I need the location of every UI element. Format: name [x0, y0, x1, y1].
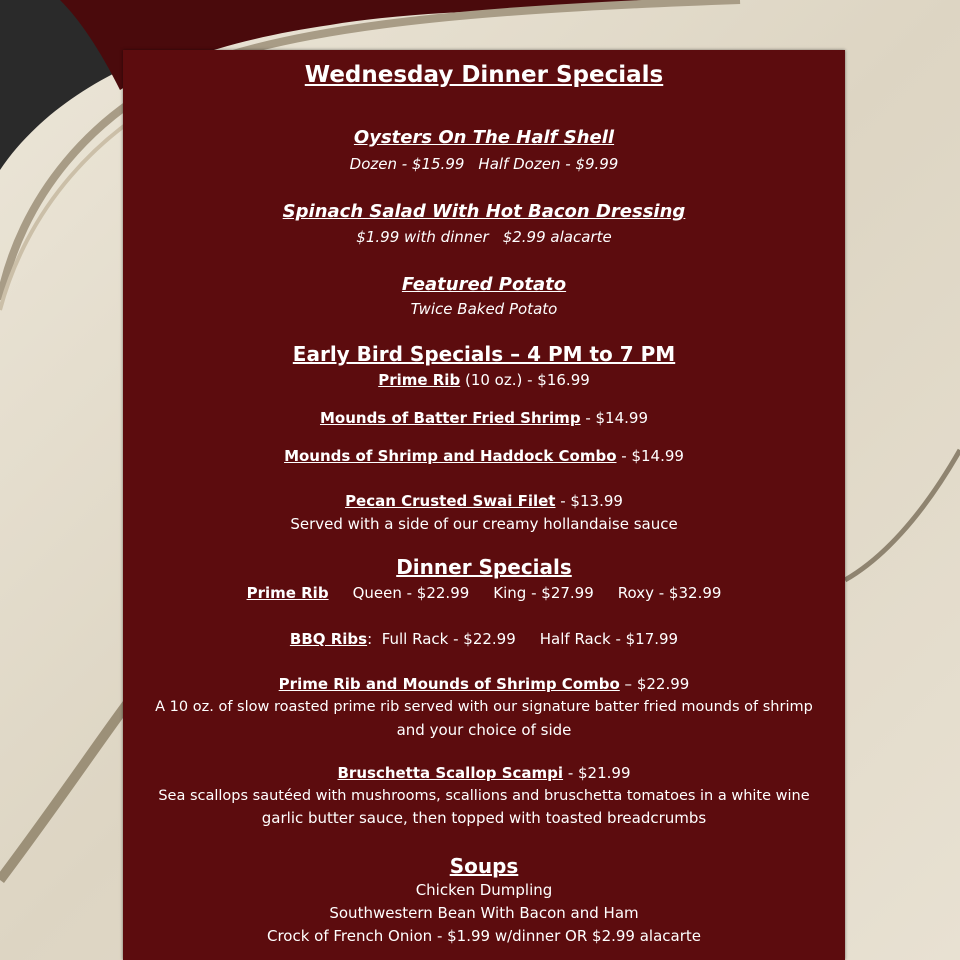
- potato-desc: Twice Baked Potato: [410, 300, 558, 318]
- dinner-combo-price: – $22.99: [619, 675, 690, 693]
- potato-heading: Featured Potato: [401, 274, 567, 295]
- oysters-heading: Oysters On The Half Shell: [353, 127, 615, 148]
- soups-heading: Soups: [449, 854, 519, 878]
- early-swai-desc: Served with a side of our creamy hollandaise sauce: [290, 515, 678, 533]
- dinner-bbq-colon: :: [367, 630, 382, 648]
- dinner-scampi-name: Bruschetta Scallop Scampi: [337, 764, 564, 782]
- dinner-king: King - $27.99: [493, 584, 594, 602]
- dinner-combo-desc-2: and your choice of side: [396, 721, 572, 739]
- dinner-full-rack: Full Rack - $22.99: [381, 630, 516, 648]
- early-shrimp-price: - $14.99: [580, 409, 648, 427]
- dinner-half-rack: Half Rack - $17.99: [539, 630, 679, 648]
- dinner-prime-rib-name: Prime Rib: [246, 584, 329, 602]
- salad-with-dinner: $1.99 with dinner: [356, 228, 489, 246]
- soup-item: Chicken Dumpling: [415, 881, 553, 899]
- dinner-roxy: Roxy - $32.99: [617, 584, 722, 602]
- oysters-dozen: Dozen - $15.99: [349, 155, 465, 173]
- early-prime-rib-detail: (10 oz.) - $16.99: [460, 371, 590, 389]
- dinner-combo-desc-1: A 10 oz. of slow roasted prime rib served with our signature batter fried mounds of shrimp: [155, 699, 813, 715]
- early-bird-heading: Early Bird Specials – 4 PM to 7 PM: [292, 342, 676, 366]
- early-combo-name: Mounds of Shrimp and Haddock Combo: [284, 447, 617, 465]
- menu-panel: [123, 50, 845, 960]
- dinner-heading: Dinner Specials: [396, 555, 572, 579]
- dinner-combo-name: Prime Rib and Mounds of Shrimp Combo: [278, 675, 620, 693]
- dinner-scampi: [123, 763, 845, 783]
- early-swai: [123, 491, 845, 511]
- early-shrimp-name: Mounds of Batter Fried Shrimp: [319, 409, 581, 427]
- dinner-queen: Queen - $22.99: [352, 584, 470, 602]
- early-swai-price: - $13.99: [555, 492, 623, 510]
- early-swai-name: Pecan Crusted Swai Filet: [345, 492, 556, 510]
- dinner-scampi-desc-2: garlic butter sauce, then topped with toasted breadcrumbs: [261, 809, 707, 827]
- dinner-bbq-name: BBQ Ribs: [289, 630, 368, 648]
- dinner-scampi-desc-1: Sea scallops sautéed with mushrooms, scallions and bruschetta tomatoes in a white wine: [158, 788, 810, 804]
- early-combo-price: - $14.99: [616, 447, 684, 465]
- dinner-prime-rib: [123, 583, 845, 603]
- salad-heading: Spinach Salad With Hot Bacon Dressing: [282, 201, 686, 222]
- soup-item: Southwestern Bean With Bacon and Ham: [329, 904, 639, 922]
- menu-title: Wednesday Dinner Specials: [304, 62, 664, 88]
- early-combo: [123, 446, 845, 466]
- oysters-half-dozen: Half Dozen - $9.99: [478, 155, 619, 173]
- dinner-scampi-price: - $21.99: [563, 764, 631, 782]
- early-prime-rib: [123, 370, 845, 390]
- oysters-prices: [123, 154, 845, 174]
- soup-item: Crock of French Onion - $1.99 w/dinner OR $2.99 alacarte: [266, 927, 702, 945]
- dinner-combo: [123, 674, 845, 694]
- early-prime-rib-name: Prime Rib: [378, 371, 461, 389]
- salad-alacarte: $2.99 alacarte: [502, 228, 612, 246]
- salad-prices: [123, 227, 845, 247]
- dinner-bbq: [123, 629, 845, 649]
- early-shrimp: [123, 408, 845, 428]
